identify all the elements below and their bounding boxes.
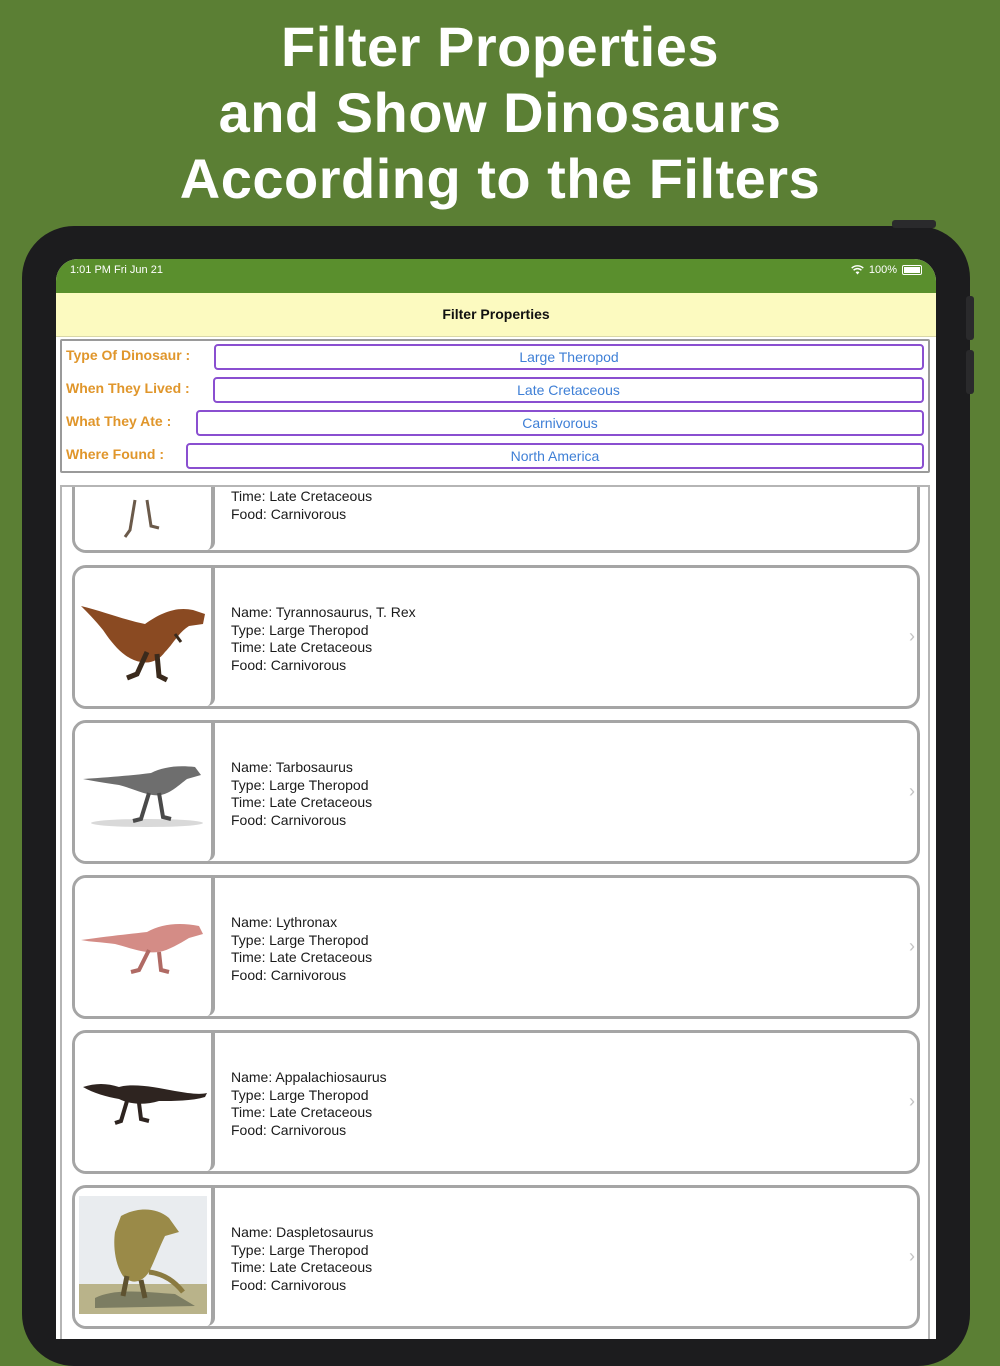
headline-line-1: Filter Properties <box>281 15 719 78</box>
dinosaur-name: Name: Appalachiosaurus <box>231 1069 387 1085</box>
battery-icon <box>902 265 922 275</box>
dinosaur-food: Food: Carnivorous <box>231 1276 347 1293</box>
dinosaur-food: Food: Carnivorous <box>231 1121 347 1138</box>
appalachiosaurus-image <box>75 1033 211 1171</box>
chevron-right-icon: › <box>909 1246 915 1266</box>
page-title: Filter Properties <box>442 306 550 322</box>
headline-line-2: and Show Dinosaurs <box>218 81 782 144</box>
status-right <box>851 264 922 276</box>
dino-partial-image <box>75 485 211 550</box>
dinosaur-food: Food: Carnivorous <box>231 966 347 983</box>
dinosaur-info <box>231 914 372 984</box>
device-top-button <box>892 220 936 228</box>
dinosaur-thumbnail <box>75 1188 215 1326</box>
dinosaur-type: Type: Large Theropod <box>231 931 369 948</box>
dinosaur-time: Time: Late Cretaceous <box>231 488 373 504</box>
tarbosaurus-image <box>75 723 211 861</box>
wifi-icon <box>851 265 864 275</box>
chevron-right-icon: › <box>909 781 915 801</box>
dinosaur-name: Name: Tyrannosaurus, T. Rex <box>231 604 416 620</box>
dinosaur-info <box>231 1069 387 1139</box>
dinosaur-row[interactable] <box>72 565 920 709</box>
filter-label-food: What They Ate : <box>66 413 172 429</box>
headline-line-3: According to the Filters <box>179 147 821 210</box>
filter-row-type <box>62 343 928 371</box>
dinosaur-info <box>231 1224 373 1294</box>
chevron-right-icon: › <box>909 626 915 646</box>
dinosaur-row[interactable] <box>72 1185 920 1329</box>
filter-row-region <box>62 442 928 470</box>
daspletosaurus-image <box>75 1188 211 1326</box>
dinosaur-name: Name: Tarbosaurus <box>231 759 353 775</box>
dinosaur-time: Time: Late Cretaceous <box>231 1259 373 1275</box>
dinosaur-name: Name: Daspletosaurus <box>231 1224 374 1240</box>
lythronax-image <box>75 878 211 1016</box>
dinosaur-time: Time: Late Cretaceous <box>231 1104 373 1120</box>
dinosaur-list[interactable] <box>60 485 930 1339</box>
dinosaur-row[interactable] <box>72 875 920 1019</box>
dinosaur-type: Type: Large Theropod <box>231 621 369 638</box>
dinosaur-food: Food: Carnivorous <box>231 505 347 522</box>
dinosaur-thumbnail <box>75 568 215 706</box>
nav-bar <box>56 293 936 337</box>
status-time: 1:01 PM Fri Jun 21 <box>70 264 163 276</box>
filter-label-region: Where Found : <box>66 446 164 462</box>
status-bar <box>56 259 936 293</box>
filter-panel <box>60 339 930 473</box>
dinosaur-row[interactable] <box>72 1030 920 1174</box>
dinosaur-name: Name: Lythronax <box>231 914 338 930</box>
dinosaur-food: Food: Carnivorous <box>231 656 347 673</box>
dinosaur-time: Time: Late Cretaceous <box>231 639 373 655</box>
filter-row-time <box>62 376 928 404</box>
dinosaur-thumbnail <box>75 723 215 861</box>
dinosaur-row[interactable] <box>72 720 920 864</box>
chevron-right-icon: › <box>909 1091 915 1111</box>
dinosaur-type: Type: Large Theropod <box>231 776 369 793</box>
device-volume-down-button <box>966 350 974 394</box>
dinosaur-info <box>231 759 372 829</box>
dinosaur-type: Type: Large Theropod <box>231 1086 369 1103</box>
chevron-right-icon: › <box>909 936 915 956</box>
promo-headline <box>0 14 1000 212</box>
dinosaur-time: Time: Late Cretaceous <box>231 794 373 810</box>
app-screen <box>56 259 936 1339</box>
dinosaur-time: Time: Late Cretaceous <box>231 949 373 965</box>
filter-time-selector[interactable]: Late Cretaceous <box>213 377 924 403</box>
dinosaur-type: Type: Large Theropod <box>231 1241 369 1258</box>
dinosaur-row[interactable] <box>72 485 920 553</box>
device-volume-up-button <box>966 296 974 340</box>
tyrannosaurus-image <box>75 568 211 706</box>
dinosaur-info <box>231 488 372 523</box>
dinosaur-thumbnail <box>75 878 215 1016</box>
filter-label-time: When They Lived : <box>66 380 190 396</box>
filter-food-selector[interactable]: Carnivorous <box>196 410 924 436</box>
filter-row-food <box>62 409 928 437</box>
battery-percent: 100% <box>868 264 897 276</box>
filter-type-selector[interactable]: Large Theropod <box>214 344 924 370</box>
filter-label-type: Type Of Dinosaur : <box>66 347 191 363</box>
dinosaur-thumbnail <box>75 485 215 550</box>
filter-region-selector[interactable]: North America <box>186 443 924 469</box>
dinosaur-food: Food: Carnivorous <box>231 811 347 828</box>
dinosaur-thumbnail <box>75 1033 215 1171</box>
dinosaur-info <box>231 604 416 674</box>
